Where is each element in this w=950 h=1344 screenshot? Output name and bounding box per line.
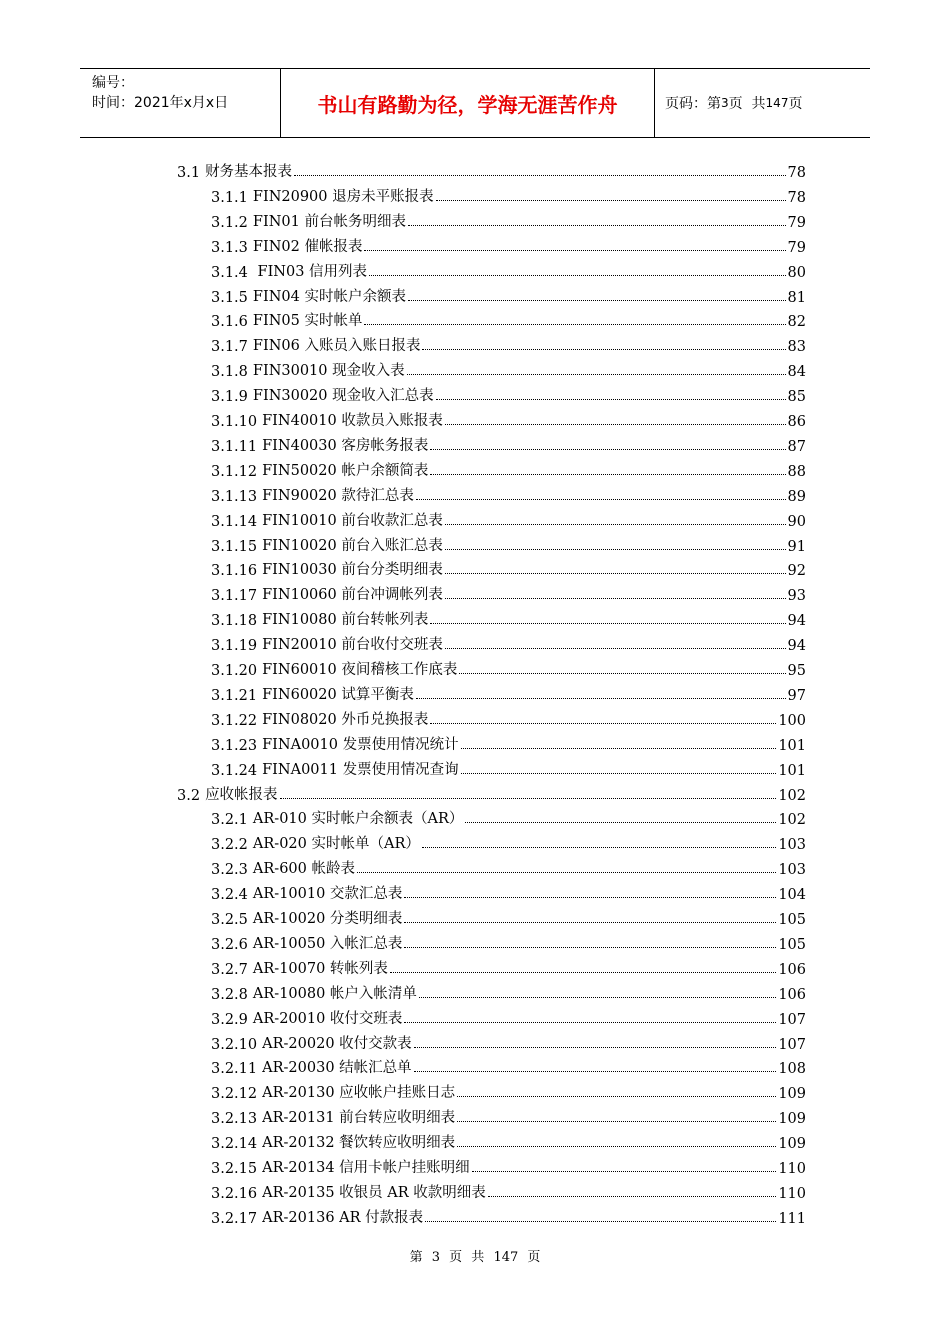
- header-page-total: 147: [765, 96, 789, 110]
- toc-entry-page: 106: [778, 986, 806, 1003]
- toc-entry-number: 3.1.3: [211, 239, 248, 256]
- toc-dot-leader: [457, 1146, 776, 1147]
- toc-entry-number: 3.1.23: [211, 737, 258, 754]
- toc-dot-leader: [461, 773, 777, 774]
- toc-entry[interactable]: [211, 682, 806, 704]
- toc-entry-number: 3.1.13: [211, 488, 258, 505]
- toc-entry-number: 3.1.15: [211, 538, 258, 555]
- toc-dot-leader: [408, 225, 786, 226]
- footer-suffix: 页: [527, 1250, 541, 1265]
- toc-entry-title: AR-020 实时帐单（AR）: [252, 836, 420, 853]
- toc-dot-leader: [408, 300, 786, 301]
- toc-entry-title: AR-20020 收付交款表: [262, 1035, 412, 1052]
- toc-entry-title: AR-10070 转帐列表: [252, 960, 388, 977]
- toc-entry[interactable]: [211, 433, 806, 455]
- toc-entry-number: 3.1.20: [211, 663, 258, 679]
- toc-dot-leader: [390, 972, 776, 973]
- toc-entry[interactable]: [211, 1055, 806, 1077]
- toc-entry[interactable]: [211, 458, 806, 480]
- toc-entry-page: 81: [787, 289, 806, 306]
- header-date: 时间：2021年x月x日: [92, 95, 229, 111]
- toc-dot-leader: [407, 374, 786, 375]
- toc-entry[interactable]: [211, 732, 806, 754]
- toc-entry-page: 79: [787, 239, 806, 256]
- toc-dot-leader: [430, 723, 776, 724]
- toc-entry-number: 3.2.5: [211, 912, 248, 928]
- toc-entry-number: 3.2.16: [211, 1185, 258, 1202]
- toc-entry[interactable]: [211, 533, 806, 555]
- toc-entry-title: AR-10010 交款汇总表: [252, 886, 403, 903]
- toc-entry-number: 3.2.2: [211, 837, 248, 854]
- toc-entry-page: 94: [787, 613, 806, 630]
- page-header: [80, 68, 870, 138]
- toc-dot-leader: [416, 698, 786, 699]
- toc-entry[interactable]: [211, 831, 806, 853]
- toc-entry-number: 3.1.1: [211, 189, 248, 206]
- toc-entry-page: 103: [778, 837, 806, 854]
- toc-dot-leader: [488, 1196, 777, 1197]
- toc-dot-leader: [425, 1221, 776, 1222]
- toc-entry-page: 94: [787, 638, 806, 655]
- toc-entry-number: 3.2.11: [211, 1061, 258, 1078]
- toc-entry-title: AR-20134 信用卡帐户挂账明细: [262, 1160, 470, 1176]
- toc-entry-number: 3.2.13: [211, 1111, 258, 1128]
- toc-dot-leader: [357, 872, 776, 873]
- toc-entry-title: FIN10020 前台入账汇总表: [262, 537, 443, 554]
- toc-entry-number: 3.1.19: [211, 638, 258, 655]
- toc-entry-page: 102: [778, 787, 806, 804]
- toc-entry[interactable]: [211, 557, 806, 579]
- toc-entry-number: 3.1.21: [211, 687, 258, 704]
- toc-entry-page: 84: [787, 364, 806, 381]
- toc-entry-title: AR-20030 结帐汇总单: [262, 1060, 412, 1077]
- toc-entry[interactable]: [211, 508, 806, 530]
- toc-entry-number: 3.1.2: [211, 214, 248, 231]
- toc-entry[interactable]: [211, 881, 806, 903]
- toc-entry-page: 91: [787, 538, 806, 555]
- toc-dot-leader: [404, 897, 776, 898]
- toc-entry-page: 78: [787, 189, 806, 206]
- header-serial-label: 编号：: [92, 75, 134, 91]
- toc-entry-title: FIN90020 款待汇总表: [262, 487, 414, 504]
- header-page-mid: 页 共: [728, 96, 766, 112]
- toc-entry[interactable]: [211, 1080, 806, 1102]
- toc-entry-page: 78: [787, 165, 806, 181]
- toc-entry-number: 3.1.18: [211, 613, 258, 630]
- toc-entry-number: 3.2.4: [211, 887, 248, 904]
- toc-entry-page: 109: [778, 1111, 806, 1128]
- toc-entry[interactable]: [211, 383, 806, 405]
- toc-entry-title: AR-20131 前台转应收明细表: [262, 1110, 456, 1127]
- toc-entry[interactable]: [211, 632, 806, 654]
- toc-entry-page: 95: [787, 663, 806, 679]
- toc-entry[interactable]: [211, 1130, 806, 1152]
- toc-entry-title: AR-010 实时帐户余额表（AR）: [252, 811, 464, 828]
- toc-entry-number: 3.2.12: [211, 1086, 258, 1103]
- toc-entry-page: 85: [787, 389, 806, 406]
- toc-entry-title: FIN03 信用列表: [252, 263, 368, 280]
- toc-dot-leader: [436, 399, 786, 400]
- toc-entry-number: 3.1.11: [211, 438, 258, 455]
- toc-entry-number: 3.1.12: [211, 463, 258, 480]
- header-page-prefix: 页码：第: [665, 96, 721, 112]
- toc-entry-number: 3.1.22: [211, 712, 258, 729]
- toc-entry-title: FIN30010 现金收入表: [252, 363, 405, 380]
- toc-entry-title: FIN60010 夜间稽核工作底表: [262, 662, 458, 678]
- toc-entry-page: 88: [787, 463, 806, 480]
- toc-entry[interactable]: [211, 483, 806, 505]
- toc-entry-number: 3.1.10: [211, 414, 258, 430]
- toc-dot-leader: [414, 1047, 777, 1048]
- toc-dot-leader: [459, 673, 785, 674]
- toc-entry-number: 3.1.8: [211, 364, 248, 381]
- toc-dot-leader: [445, 524, 786, 525]
- toc-dot-leader: [461, 748, 777, 749]
- toc-entry[interactable]: [211, 1180, 806, 1202]
- toc-entry[interactable]: [211, 184, 806, 206]
- toc-dot-leader: [404, 947, 776, 948]
- toc-entry-number: 3.1.6: [211, 314, 248, 331]
- toc-entry-title: FIN40030 客房帐务报表: [262, 437, 429, 454]
- toc-entry-number: 3.2.8: [211, 986, 248, 1003]
- toc-entry-title: AR-10050 入帐汇总表: [252, 935, 403, 952]
- toc-entry-page: 101: [778, 737, 806, 754]
- toc-entry-page: 109: [778, 1136, 806, 1153]
- toc-entry-title: FIN04 实时帐户余额表: [252, 288, 406, 305]
- toc-dot-leader: [430, 474, 785, 475]
- toc-entry-title: FIN10060 前台冲调帐列表: [262, 587, 443, 604]
- toc-entry-title: AR-600 帐龄表: [252, 861, 355, 878]
- footer-total: 147: [493, 1250, 519, 1265]
- toc-entry[interactable]: [211, 234, 806, 256]
- toc-entry-page: 105: [778, 936, 806, 953]
- toc-entry-title: FIN60020 试算平衡表: [262, 686, 414, 703]
- toc-entry-number: 3.2.6: [211, 936, 248, 953]
- toc-entry-title: AR-20130 应收帐户挂账日志: [262, 1085, 456, 1102]
- toc-entry-page: 105: [778, 912, 806, 928]
- toc-entry-title: AR-20136 AR 付款报表: [262, 1209, 424, 1226]
- toc-entry-page: 87: [787, 438, 806, 455]
- toc-entry-title: FIN20900 退房未平账报表: [252, 188, 434, 205]
- toc-entry-number: 3.1.17: [211, 588, 258, 605]
- header-page-current: 3: [721, 96, 729, 110]
- footer-prefix: 第: [409, 1250, 423, 1265]
- toc-dot-leader: [445, 648, 786, 649]
- toc-entry-page: 82: [787, 314, 806, 331]
- toc-entry-page: 110: [778, 1185, 806, 1202]
- toc-entry-number: 3.2.10: [211, 1036, 258, 1053]
- toc-entry[interactable]: [211, 607, 806, 629]
- toc-entry-page: 107: [778, 1011, 806, 1028]
- toc-entry-title: AR-20132 餐饮转应收明细表: [262, 1135, 456, 1152]
- toc-entry-number: 3.1.5: [211, 289, 248, 306]
- toc-entry-number: 3.2.7: [211, 961, 248, 978]
- footer-current: 3: [431, 1250, 441, 1265]
- toc-entry[interactable]: [211, 1105, 806, 1127]
- toc-entry[interactable]: [211, 408, 806, 430]
- toc-entry-page: 100: [778, 712, 806, 729]
- toc-entry-title: FIN10030 前台分类明细表: [262, 562, 443, 579]
- toc-dot-leader: [422, 847, 776, 848]
- toc-entry[interactable]: [211, 333, 806, 355]
- toc-entry-title: AR-20010 收付交班表: [252, 1010, 403, 1027]
- toc-entry-page: 79: [787, 214, 806, 231]
- toc-entry-number: 3.2.17: [211, 1210, 258, 1227]
- toc-entry[interactable]: [211, 757, 806, 779]
- toc-entry-title: FIN10010 前台收款汇总表: [262, 512, 443, 529]
- toc-entry-title: AR-10020 分类明细表: [252, 911, 403, 927]
- toc-entry-page: 80: [787, 264, 806, 281]
- header-meta: [80, 69, 281, 137]
- header-page-info: [655, 69, 870, 137]
- toc-entry-number: 3.2.15: [211, 1161, 258, 1177]
- toc-dot-leader: [457, 1121, 776, 1122]
- toc-entry-title: AR-10080 帐户入帐清单: [252, 985, 417, 1002]
- toc-entry-page: 86: [787, 414, 806, 430]
- toc-dot-leader: [436, 200, 786, 201]
- toc-entry-page: 104: [778, 887, 806, 904]
- toc-dot-leader: [404, 922, 776, 923]
- toc-entry[interactable]: [211, 1205, 806, 1227]
- toc-entry-title: 应收帐报表: [205, 786, 278, 803]
- toc-entry[interactable]: [211, 308, 806, 330]
- toc-entry-page: 102: [778, 812, 806, 829]
- toc-entry[interactable]: [177, 782, 806, 804]
- toc-entry-page: 108: [778, 1061, 806, 1078]
- toc-entry-page: 103: [778, 862, 806, 879]
- header-page-suffix: 页: [788, 96, 803, 112]
- toc-entry[interactable]: [211, 906, 806, 928]
- toc-dot-leader: [364, 250, 785, 251]
- toc-entry-page: 92: [787, 563, 806, 580]
- toc-entry-page: 97: [787, 687, 806, 704]
- toc-entry-page: 110: [778, 1161, 806, 1177]
- toc-dot-leader: [445, 598, 786, 599]
- toc-dot-leader: [419, 997, 776, 998]
- toc-dot-leader: [472, 1171, 777, 1172]
- toc-entry[interactable]: [211, 1006, 806, 1028]
- toc-entry[interactable]: [211, 931, 806, 953]
- toc-entry-number: 3.1.9: [211, 389, 248, 406]
- toc-entry-number: 3.2.3: [211, 862, 248, 879]
- toc-entry-title: FINA0010 发票使用情况统计: [262, 736, 459, 753]
- toc-dot-leader: [430, 449, 785, 450]
- toc-dot-leader: [364, 324, 785, 325]
- toc-entry-title: AR-20135 收银员 AR 收款明细表: [262, 1184, 486, 1201]
- toc-dot-leader: [430, 623, 785, 624]
- toc-entry-number: 3.2.14: [211, 1136, 258, 1153]
- toc-entry-number: 3.1.24: [211, 762, 258, 779]
- toc-entry[interactable]: [211, 358, 806, 380]
- toc-entry-title: FIN08020 外币兑换报表: [262, 711, 429, 728]
- toc-dot-leader: [294, 175, 785, 176]
- toc-entry[interactable]: [211, 1031, 806, 1053]
- toc-entry[interactable]: [211, 259, 806, 281]
- toc-entry[interactable]: [211, 1155, 806, 1177]
- toc-dot-leader: [457, 1096, 776, 1097]
- toc-entry-title: FIN02 催帐报表: [252, 238, 363, 255]
- toc-entry[interactable]: [211, 657, 806, 679]
- toc-entry-title: FIN06 入账员入账日报表: [252, 338, 421, 355]
- toc-entry-page: 109: [778, 1086, 806, 1103]
- toc-entry-number: 3.2: [177, 787, 201, 804]
- toc-entry-number: 3.2.1: [211, 812, 248, 829]
- toc-entry[interactable]: [211, 582, 806, 604]
- toc-entry-title: FIN40010 收款员入账报表: [262, 413, 443, 429]
- toc-entry-title: FIN10080 前台转帐列表: [262, 612, 429, 629]
- toc-entry[interactable]: [211, 806, 806, 828]
- toc-entry-page: 90: [787, 513, 806, 530]
- toc-dot-leader: [416, 499, 786, 500]
- toc-dot-leader: [414, 1071, 777, 1072]
- toc-entry-number: 3.2.9: [211, 1011, 248, 1028]
- toc-entry-title: FIN50020 帐户余额简表: [262, 462, 429, 479]
- toc-entry-number: 3.1: [177, 165, 201, 181]
- toc-entry-title: FIN05 实时帐单: [252, 313, 363, 330]
- toc-entry-number: 3.1.16: [211, 563, 258, 580]
- toc-dot-leader: [369, 275, 785, 276]
- toc-entry-title: FIN20010 前台收付交班表: [262, 637, 443, 654]
- toc-entry[interactable]: [211, 209, 806, 231]
- toc-dot-leader: [445, 549, 786, 550]
- toc-entry-number: 3.1.7: [211, 339, 248, 356]
- toc-dot-leader: [280, 798, 777, 799]
- toc-dot-leader: [422, 349, 785, 350]
- toc-entry-page: 107: [778, 1036, 806, 1053]
- header-motto: 书山有路勤为径，学海无涯苦作舟: [281, 69, 655, 137]
- toc-entry[interactable]: [211, 981, 806, 1003]
- footer-mid: 页 共: [449, 1250, 485, 1265]
- toc-entry[interactable]: [211, 856, 806, 878]
- toc-dot-leader: [445, 573, 786, 574]
- toc-entry[interactable]: [211, 956, 806, 978]
- toc-entry-page: 89: [787, 488, 806, 505]
- toc-entry-page: 106: [778, 961, 806, 978]
- page-footer: [0, 1246, 950, 1265]
- toc-entry-title: 财务基本报表: [205, 164, 293, 180]
- toc-entry-number: 3.1.4: [211, 264, 248, 281]
- toc-entry-title: FIN30020 现金收入汇总表: [252, 388, 434, 405]
- toc-entry[interactable]: [211, 284, 806, 306]
- toc-entry-number: 3.1.14: [211, 513, 258, 530]
- toc-entry-page: 111: [778, 1210, 806, 1227]
- toc-entry[interactable]: [211, 707, 806, 729]
- toc-entry-page: 83: [787, 339, 806, 356]
- toc-entry-page: 93: [787, 588, 806, 605]
- toc-entry-title: FIN01 前台帐务明细表: [252, 213, 406, 230]
- toc-entry-page: 101: [778, 762, 806, 779]
- toc-dot-leader: [465, 822, 776, 823]
- toc-entry-title: FINA0011 发票使用情况查询: [262, 761, 459, 778]
- toc-dot-leader: [445, 424, 786, 425]
- toc-entry[interactable]: [177, 159, 806, 181]
- toc-dot-leader: [404, 1022, 776, 1023]
